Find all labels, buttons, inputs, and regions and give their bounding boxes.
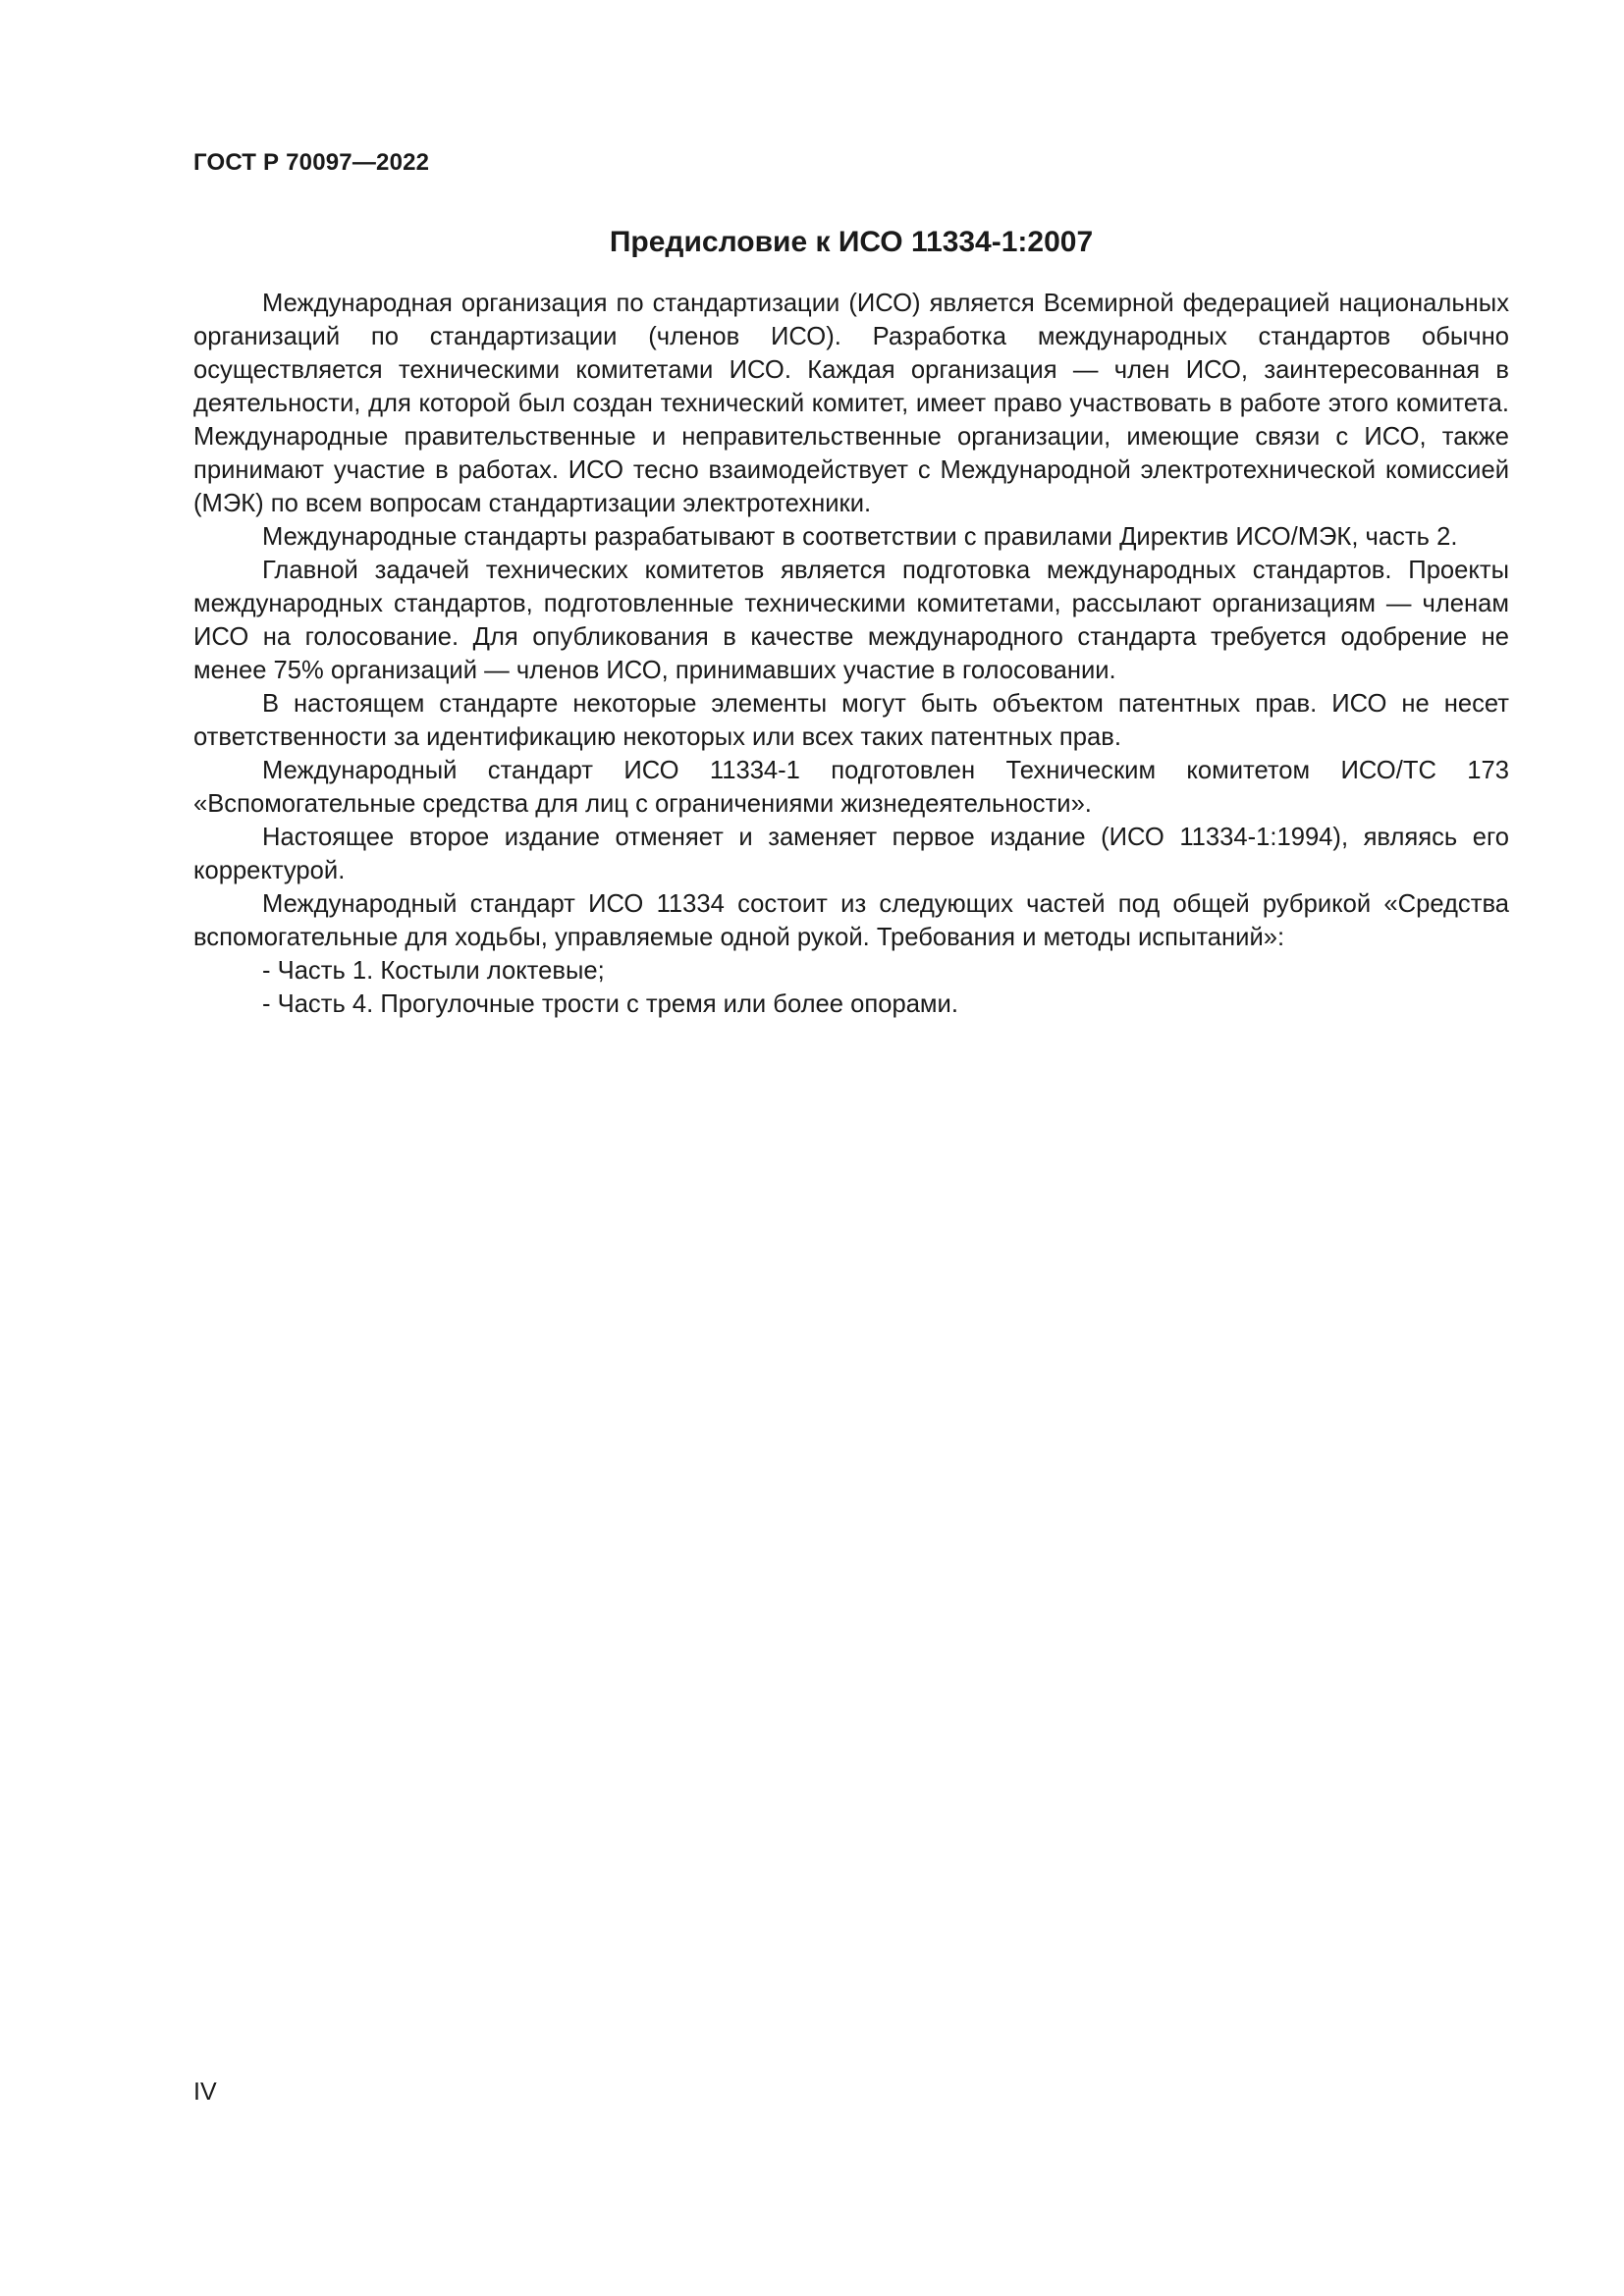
section-title: Предисловие к ИСО 11334-1:2007 bbox=[609, 226, 1094, 258]
list-item-part-4: - Часть 4. Прогулочные трости с тремя или более опорами. bbox=[262, 990, 958, 1018]
paragraph-parts-intro: Международный стандарт ИСО 11334 состоит из следующих частей под общей рубрикой «Средства вспомогательные для ходьбы, управляемые одной рукой. Требования и методы испытаний»: bbox=[193, 890, 1509, 951]
paragraph-iso-description: Международная организация по стандартизации (ИСО) является Всемирной федерацией национальных организаций по стандартизации (членов ИСО). Разработка международных стандартов обычно осуществляется техническими комитетами ИСО. Каждая организация — член ИСО, заинтересованная в деятельности, для которой был создан технический комитет, имеет право участвовать в работе этого комитета. Международные правительственные и неправительственные организации, имеющие связи с ИСО, также принимают участие в работах. ИСО тесно взаимодействует с Международной электротехнической комиссией (МЭК) по всем вопросам стандартизации электротехники. bbox=[193, 290, 1509, 517]
list-item-part-1: - Часть 1. Костыли локтевые; bbox=[262, 957, 605, 985]
paragraph-committee-task: Главной задачей технических комитетов является подготовка международных стандартов. Проекты международных стандартов, подготовленные техническими комитетами, рассылают организациям — членам ИСО на голосование. Для опубликования в качестве международного стандарта требуется одобрение не менее 75% организаций — членов ИСО, принимавших участие в голосовании. bbox=[193, 557, 1509, 684]
foreword-body bbox=[193, 287, 1509, 1021]
paragraph-patent-rights: В настоящем стандарте некоторые элементы могут быть объектом патентных прав. ИСО не несет ответственности за идентификацию некоторых или всех таких патентных прав. bbox=[193, 690, 1509, 751]
page-number: IV bbox=[193, 2078, 217, 2106]
paragraph-directives: Международные стандарты разрабатывают в соответствии с правилами Директив ИСО/МЭК, часть 2. bbox=[262, 523, 1458, 551]
paragraph-prepared-by: Международный стандарт ИСО 11334-1 подготовлен Техническим комитетом ИСО/ТС 173 «Вспомогательные средства для лиц с ограничениями жизнедеятельности». bbox=[193, 757, 1509, 818]
document-code-header: ГОСТ Р 70097—2022 bbox=[193, 149, 430, 176]
paragraph-edition: Настоящее второе издание отменяет и заменяет первое издание (ИСО 11334-1:1994), являясь его корректурой. bbox=[193, 824, 1509, 884]
